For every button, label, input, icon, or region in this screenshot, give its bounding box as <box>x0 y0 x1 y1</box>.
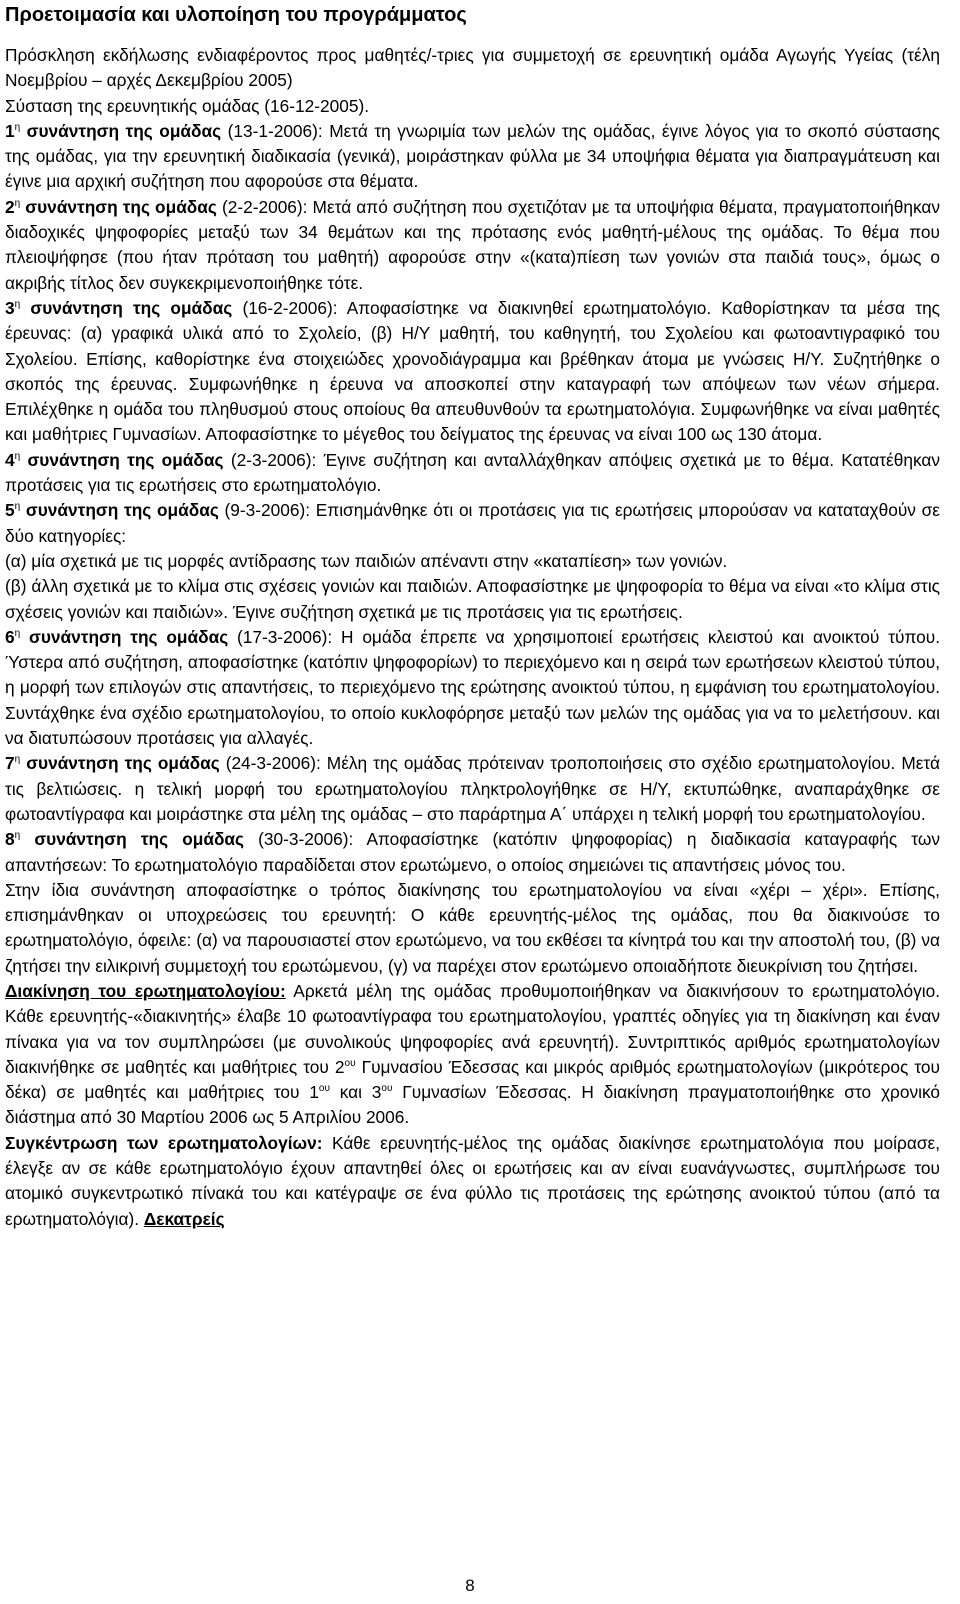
meeting-2-number: 2 <box>5 196 15 217</box>
distribution-text-4: Γυμνασίων Έδεσσας. Η διακίνηση πραγματοποιήθηκε στο χρονικό διάστημα από 30 Μαρτίου 2006 ως 5 Απριλίου 2006. <box>5 1082 940 1128</box>
meeting-3-heading: συνάντηση της ομάδας <box>20 297 233 318</box>
meeting-6-text: (17-3-2006): Η ομάδα έπρεπε να χρησιμοποιεί ερωτήσεις κλειστού και ανοικτού τύπου. Ύστερα από συζήτηση, αποφασίστηκε (κατόπιν ψηφοφορίων) το περιεχόμενο και η σειρά των ερωτήσεων κλειστού τύπου, η μορφή των επιλογών στις απαντήσεις, το περιεχόμενο της ερώτησης ανοικτού τύπου, η εμφάνιση του ερωτηματολογίου. Συντάχθηκε ένα σχέδιο ερωτηματολογίου, το οποίο κυκλοφόρησε μεταξύ των μελών της ομάδας για να το μελετήσουν. και να διατυπώσουν προτάσεις για αλλαγές. <box>5 626 941 749</box>
distribution-ordinal-2: ου <box>318 1083 330 1095</box>
meeting-3 <box>5 296 940 448</box>
distribution-ordinal-3: ου <box>381 1083 393 1095</box>
meeting-3-ordinal: η <box>14 298 21 310</box>
meeting-5-item-a: (α) μία σχετικά με τις μορφές αντίδρασης των παιδιών απέναντι στην «καταπίεση» των γονιών. <box>5 550 728 571</box>
meeting-5-number: 5 <box>5 500 15 521</box>
meeting-1 <box>5 119 940 195</box>
meeting-2-heading: συνάντηση της ομάδας <box>20 196 217 217</box>
distribution-paragraph <box>5 979 940 1131</box>
meeting-4-ordinal: η <box>14 450 21 462</box>
meeting-2-text: (2-2-2006): Μετά από συζήτηση που σχετιζόταν με τα υποψήφια θέματα, πραγματοποιήθηκαν διαδοχικές ψηφοφορίες μεταξύ των 34 θεμάτων και της πρότασης ενός μαθητή-μέλους της ομάδας. Το θέμα που πλειοψήφησε (που ήταν πρόταση του μαθητή) αφορούσε στην «(κατα)πίεση των γονιών στα παιδιά τους», όμως ο ακριβής τίτλος δεν συγκεκριμενοποιήθηκε τότε. <box>5 196 941 293</box>
meeting-3-number: 3 <box>5 297 15 318</box>
collection-tail: Δεκατρείς <box>143 1208 225 1229</box>
meeting-5-item-b: (β) άλλη σχετικά με το κλίμα στις σχέσεις γονιών και παιδιών. Αποφασίστηκε με ψηφοφορία το θέμα να είναι «το κλίμα στις σχέσεις γονιών και παιδιών». Έγινε συζήτηση σχετικά με τις προτάσεις για τις ερωτήσεις. <box>5 576 940 622</box>
meeting-2 <box>5 195 940 296</box>
distribution-text-1: Αρκετά μέλη της ομάδας προθυμοποιήθηκαν να διακινήσουν το ερωτηματολόγιο. Κάθε ερευνητής-«διακινητής» έλαβε 10 φωτοαντίγραφα του ερωτηματολογίου, γραπτές οδηγίες για τη διακίνηση και έναν πίνακα για να τον συμπληρώσει (με συνολικούς ψηφοφορίες ανά ερευνητή). Συντριπτικός αριθμός ερωτηματολογίων διακινήθηκε σε μαθητές και μαθήτριες του 2 <box>5 980 941 1077</box>
meeting-4-text: (2-3-2006): Έγινε συζήτηση και ανταλλάχθηκαν απόψεις σχετικά με το θέμα. Κατατέθηκαν προτάσεις για τις ερωτήσεις στο ερωτηματολόγιο. <box>5 449 941 496</box>
meeting-6 <box>5 625 940 751</box>
meeting-5-ordinal: η <box>14 501 21 513</box>
intro-invitation: Πρόσκληση εκδήλωσης ενδιαφέροντος προς μαθητές/-τριες για συμμετοχή σε ερευνητική ομάδα Αγωγής Υγείας (τέλη Νοεμβρίου – αρχές Δεκεμβρίου 2005) <box>5 45 940 91</box>
meeting-7-text: (24-3-2006): Μέλη της ομάδας πρότειναν τροποποιήσεις στο σχέδιο ερωτηματολογίου. Μετά τις βελτιώσεις. η τελική μορφή του ερωτηματολογίου πληκτρολογήθηκε σε Η/Υ, εκτυπώθηκε, αναπαράχθηκε σε φωτοαντίγραφα και μοιράστηκε στα μέλη της ομάδας – στο παράρτημα Α΄ υπάρχει η τελική μορφή του ερωτηματολογίου. <box>5 753 940 824</box>
meeting-7 <box>5 751 940 827</box>
meeting-5-heading: συνάντηση της ομάδας <box>20 500 219 521</box>
meeting-7-heading: συνάντηση της ομάδας <box>20 753 220 774</box>
intro-team-formation: Σύσταση της ερευνητικής ομάδας (16-12-2005). <box>5 95 370 116</box>
meeting-4-number: 4 <box>5 449 15 470</box>
meeting-6-ordinal: η <box>14 627 21 639</box>
meeting-1-number: 1 <box>5 120 15 141</box>
meeting-3-text: (16-2-2006): Αποφασίστηκε να διακινηθεί ερωτηματολόγιο. Καθορίστηκαν τα μέσα της έρευνας: (α) γραφικά υλικά από το Σχολείο, (β) Η/Υ μαθητή, του καθηγητή, του Σχολείου και φωτοαντιγραφικό του Σχολείου. Επίσης, καθορίστηκε ένα στοιχειώδες χρονοδιάγραμμα και βρέθηκαν άτομα με γνώσεις Η/Υ. Συζητήθηκε ο σκοπός της έρευνας. Συμφωνήθηκε η έρευνα να αποσκοπεί στην καταγραφή των απόψεων των νέων σήμερα. Επιλέχθηκε η ομάδα του πληθυσμού στους οποίους θα απευθυνθούν τα ερωτηματολόγια. Συμφωνήθηκε να είναι μαθητές και μαθήτριες Γυμνασίων. Αποφασίστηκε το μέγεθος του δείγματος της έρευνας να είναι 100 ως 130 άτομα. <box>5 297 941 445</box>
meeting-7-ordinal: η <box>14 754 21 766</box>
collection-text: Κάθε ερευνητής-μέλος της ομάδας διακίνησε ερωτηματολόγια που μοίρασε, έλεγξε αν σε κάθε ερωτηματολόγιο έχουν απαντηθεί όλες οι ερωτήσεις και αν είναι ευανάγνωστες, συμπλήρωσε του ατομικό συγκεντρωτικό πίνακά του και κατέγραψε σε ένα φύλλο τις προτάσεις της ερώτησης ανοικτού τύπου (από τα ερωτηματολόγια). <box>5 1132 940 1229</box>
meeting-7-number: 7 <box>5 753 15 774</box>
meeting-6-number: 6 <box>5 626 15 647</box>
distribution-text-3: και 3 <box>329 1082 382 1103</box>
meeting-8-text: (30-3-2006): Αποφασίστηκε (κατόπιν ψηφοφορίας) η διαδικασία καταγραφής των απαντήσεων: Το ερωτηματολόγιο παραδίδεται στον ερωτώμενο, ο οποίος σημειώνει τις απαντήσεις μόνος του. <box>5 829 940 875</box>
distribution-text-2: Γυμνασίου Έδεσσας και μικρός αριθμός ερωτηματολογίων (μικρότερος του δέκα) σε μαθητές και μαθήτριες του 1 <box>5 1056 940 1103</box>
meeting-8-ordinal: η <box>14 830 21 842</box>
collection-paragraph <box>5 1131 940 1232</box>
meeting-4 <box>5 448 940 499</box>
meeting-5 <box>5 498 940 549</box>
document-body <box>5 43 940 1232</box>
page-number: 8 <box>465 1576 475 1595</box>
meeting-2-ordinal: η <box>14 197 21 209</box>
distribution-heading: Διακίνηση του ερωτηματολογίου: <box>5 980 286 1001</box>
meeting-1-heading: συνάντηση της ομάδας <box>20 120 222 141</box>
meeting-4-heading: συνάντηση της ομάδας <box>20 449 224 470</box>
meeting-8-heading: συνάντηση της ομάδας <box>20 829 245 850</box>
meeting-6-heading: συνάντηση της ομάδας <box>20 626 229 647</box>
meeting-5-text: (9-3-2006): Επισημάνθηκε ότι οι προτάσεις για τις ερωτήσεις μπορούσαν να καταταχθούν σε δύο κατηγορίες: <box>5 500 940 546</box>
section-title: Προετοιμασία και υλοποίηση του προγράμματος <box>5 4 467 26</box>
distribution-ordinal-1: ου <box>344 1057 356 1069</box>
same-meeting-paragraph: Στην ίδια συνάντηση αποφασίστηκε ο τρόπος διακίνησης του ερωτηματολογίου να είναι «χέρι – χέρι». Επίσης, επισημάνθηκαν οι υποχρεώσεις του ερευνητή: Ο κάθε ερευνητής-μέλος της ομάδας, που θα διακινούσε το ερωτηματολόγιο, όφειλε: (α) να παρουσιαστεί στον ερωτώμενο, να του εκθέσει τα κίνητρά του και την αποστολή του, (β) να ζητήσει την ειλικρινή συμμετοχή του ερωτώμενου, (γ) να παρέχει στον ερωτώμενο οποιαδήποτε διευκρίνιση του ζητήσει. <box>5 879 940 976</box>
meeting-1-ordinal: η <box>14 121 21 133</box>
meeting-8 <box>5 827 940 878</box>
collection-heading: Συγκέντρωση των ερωτηματολογίων: <box>5 1132 323 1153</box>
meeting-1-text: (13-1-2006): Μετά τη γνωριμία των μελών της ομάδας, έγινε λόγος για το σκοπό σύστασης της ομάδας, για την ερευνητική διαδικασία (γενικά), μοιράστηκαν φύλλα με 34 υποψήφια θέματα για διαπραγμάτευση και έγινε μια αρχική συζήτηση που αφορούσε στα θέματα. <box>5 120 941 192</box>
meeting-8-number: 8 <box>5 829 15 850</box>
